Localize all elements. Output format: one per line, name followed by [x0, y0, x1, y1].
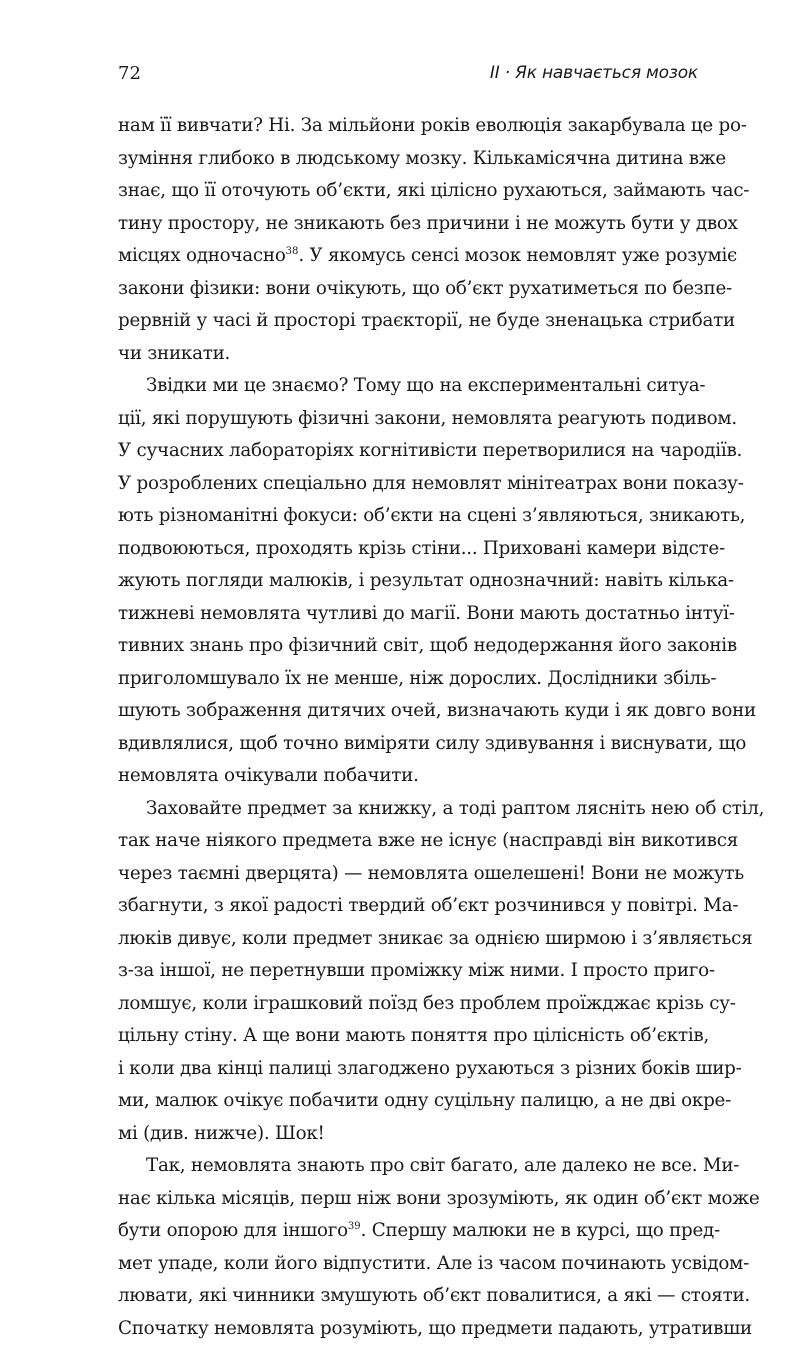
- text-line: ції, які порушують фізичні закони, немовлята реагують подивом.: [118, 403, 698, 436]
- text-segment: . У якомусь сенсі мозок немовлят уже розуміє: [298, 245, 737, 266]
- text-line: Заховайте предмет за книжку, а тоді раптом лясніть нею об стіл,: [118, 793, 698, 826]
- running-head-title: II · Як навчається мозок: [490, 63, 698, 83]
- text-line: жують погляди малюків, і результат однозначний: навіть кілька-: [118, 565, 698, 598]
- footnote-ref-38: 38: [286, 246, 299, 257]
- text-line: чи зникати.: [118, 338, 698, 371]
- page-number: 72: [118, 63, 141, 84]
- text-line: шують зображення дитячих очей, визначають куди і як довго вони: [118, 695, 698, 728]
- text-line: У розроблених спеціально для немовлят мінітеатрах вони показу-: [118, 468, 698, 501]
- text-segment: . Спершу малюки не в курсі, що пред-: [361, 1220, 720, 1241]
- text-line: ми, малюк очікує побачити одну суцільну палицю, а не дві окре-: [118, 1085, 698, 1118]
- text-line: нає кілька місяців, перш ніж вони зрозуміють, як один об’єкт може: [118, 1183, 698, 1216]
- text-line: ломшує, коли іграшковий поїзд без проблем проїжджає крізь су-: [118, 988, 698, 1021]
- text-line: Спочатку немовлята розуміють, що предмети падають, утративши: [118, 1313, 698, 1345]
- text-line: знає, що її оточують об’єкти, які цілісно рухаються, займають час-: [118, 175, 698, 208]
- text-line: рервній у часі й просторі траєкторії, не буде зненацька стрибати: [118, 305, 698, 338]
- text-line: зуміння глибоко в людському мозку. Кількамісячна дитина вже: [118, 143, 698, 176]
- footnote-ref-39: 39: [348, 1221, 361, 1232]
- text-line: тивних знань про фізичний світ, щоб недодержання його законів: [118, 630, 698, 663]
- text-line: У сучасних лабораторіях когнітивісти перетворилися на чародіїв.: [118, 435, 698, 468]
- text-segment: бути опорою для іншого: [118, 1220, 348, 1241]
- text-line: цільну стіну. А ще вони мають поняття про цілісність об’єктів,: [118, 1020, 698, 1053]
- text-line: ють різноманітні фокуси: об’єкти на сцені з’являються, зникають,: [118, 500, 698, 533]
- text-line: збагнути, з якої радості твердий об’єкт розчинився у повітрі. Ма-: [118, 890, 698, 923]
- text-line: [118, 1215, 698, 1248]
- text-line: і коли два кінці палиці злагоджено рухаються з різних боків шир-: [118, 1053, 698, 1086]
- text-segment: місцях одночасно: [118, 245, 286, 266]
- text-line: мет упаде, коли його відпустити. Але із часом починають усвідом-: [118, 1248, 698, 1281]
- text-line: закони фізики: вони очікують, що об’єкт рухатиметься по безпе-: [118, 273, 698, 306]
- text-line: тину простору, не зникають без причини і не можуть бути у двох: [118, 208, 698, 241]
- page-header: [118, 63, 698, 93]
- text-line: вдивлялися, щоб точно виміряти силу здивування і виснувати, що: [118, 728, 698, 761]
- text-line: люків дивує, коли предмет зникає за однією ширмою і з’являється: [118, 923, 698, 956]
- text-line: нам її вивчати? Ні. За мільйони років еволюція закарбувала це ро-: [118, 110, 698, 143]
- text-line: подвоюються, проходять крізь стіни... Приховані камери відсте-: [118, 533, 698, 566]
- text-line: Так, немовлята знають про світ багато, але далеко не все. Ми-: [118, 1150, 698, 1183]
- body-text: [118, 110, 698, 1345]
- text-line: мі (див. нижче). Шок!: [118, 1118, 698, 1151]
- text-line: лювати, які чинники змушують об’єкт повалитися, а які — стояти.: [118, 1280, 698, 1313]
- text-line: через таємні дверцята) — немовлята ошелешені! Вони не можуть: [118, 858, 698, 891]
- text-line: приголомшувало їх не менше, ніж дорослих. Дослідники збіль-: [118, 663, 698, 696]
- text-line: так наче ніякого предмета вже не існує (насправді він викотився: [118, 825, 698, 858]
- text-line: з-за іншої, не перетнувши проміжку між ними. І просто приго-: [118, 955, 698, 988]
- text-line: немовлята очікували побачити.: [118, 760, 698, 793]
- text-line: [118, 240, 698, 273]
- text-line: Звідки ми це знаємо? Тому що на експериментальні ситуа-: [118, 370, 698, 403]
- text-line: тижневі немовлята чутливі до магії. Вони мають достатньо інтуї-: [118, 598, 698, 631]
